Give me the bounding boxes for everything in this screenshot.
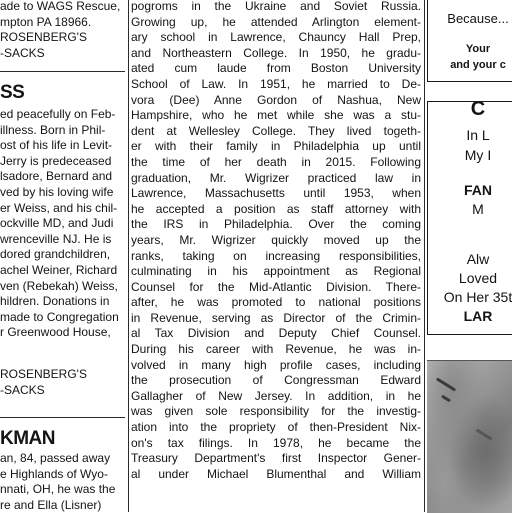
article-line: Treasury Department's first Inspector Gener- bbox=[131, 451, 421, 466]
obit-line: ockville MD, and Judi bbox=[0, 216, 114, 231]
photo-detail bbox=[441, 395, 451, 403]
obituary-body bbox=[0, 107, 125, 341]
memorial-text: Your bbox=[465, 43, 491, 55]
article-line: the IRS in Philadelphia. Over the coming bbox=[131, 217, 421, 232]
obit-line: e Highlands of Wyo- bbox=[0, 466, 108, 481]
article-line: ated cum laude from Boston University bbox=[131, 61, 421, 76]
obit-line: hildren. Donations in bbox=[0, 294, 110, 309]
article-line: on's tax filings. In 1978, he became the bbox=[131, 435, 421, 450]
left-column bbox=[0, 0, 125, 512]
article-line: the prosecution of Congressman Edward bbox=[131, 373, 421, 388]
article-line: ranks, taking on increasing responsibilities, bbox=[131, 248, 421, 263]
obit-line: er Weiss, and his chil- bbox=[0, 200, 118, 215]
obit-line: r Greenwood House, bbox=[0, 325, 111, 340]
article-line: vora (Dee) Anne Gordon of Nashua, New bbox=[131, 92, 421, 107]
memorial-photo bbox=[427, 360, 512, 513]
obit-line: nnati, OH, he was the bbox=[0, 482, 116, 497]
middle-column bbox=[131, 0, 421, 512]
column-rule bbox=[128, 0, 129, 512]
obituary-top-block bbox=[0, 0, 125, 61]
obit-line: dored grandchildren, bbox=[0, 247, 111, 262]
obit-line: ROSENBERG'S bbox=[0, 367, 87, 381]
article-line: During his career with Revenue, he was in- bbox=[131, 342, 421, 357]
article-line: years, Mr. Wigrizer quickly moved up the bbox=[131, 232, 421, 247]
memorial-text: My I bbox=[464, 147, 492, 163]
article-line: er with their family in Philadelphia up until bbox=[131, 139, 421, 154]
obit-line: -SACKS bbox=[0, 382, 45, 397]
obit-line: ed peacefully on Feb- bbox=[0, 107, 116, 121]
article-line: he accepted a position as staff attorney with bbox=[131, 201, 421, 216]
obit-line: ven (Rebekah) Weiss, bbox=[0, 278, 118, 293]
article-line: Growing up, he attended Arlington element- bbox=[131, 14, 421, 29]
article-line: volved in many high profile cases, including bbox=[131, 357, 421, 372]
memorial-name: FAN bbox=[464, 182, 492, 198]
obit-line: Jerry is predeceased bbox=[0, 153, 112, 168]
memorial-text: and your c bbox=[450, 59, 506, 71]
article-line: culminating in his appointment as Regional bbox=[131, 264, 421, 279]
memorial-notice-box bbox=[427, 101, 512, 335]
article-line: pogroms in the Ukraine and Soviet Russia. bbox=[131, 0, 421, 13]
obit-line: re and Ella (Lisner) bbox=[0, 497, 102, 512]
obituary-body bbox=[0, 451, 125, 512]
section-divider bbox=[0, 71, 125, 72]
memorial-text: Alw bbox=[466, 251, 490, 267]
article-line: al Tax Division and Deputy Chief Counsel. bbox=[131, 326, 421, 341]
memorial-title: C bbox=[470, 101, 486, 120]
obit-line: mpton PA 18966. bbox=[0, 14, 92, 29]
article-line: Gallagher of New Jersey. In addition, in he bbox=[131, 388, 421, 403]
obit-line: made to Congregation bbox=[0, 309, 119, 324]
article-line: after, he was promoted to national positions bbox=[131, 295, 421, 310]
obit-line: lsadore, Bernard and bbox=[0, 169, 113, 184]
column-rule bbox=[424, 0, 425, 512]
funeral-home-block bbox=[0, 367, 125, 398]
obituary-heading: SS bbox=[0, 82, 25, 103]
memorial-text: Because... bbox=[447, 11, 509, 26]
memorial-text: In L bbox=[466, 127, 490, 143]
article-line: Lawrence, Massachusetts until 1953, when bbox=[131, 186, 421, 201]
photo-detail bbox=[436, 377, 456, 391]
photo-detail bbox=[476, 428, 493, 440]
obit-line: -SACKS bbox=[0, 45, 45, 60]
article-line: School of Law. In 1951, he married to De- bbox=[131, 76, 421, 91]
obit-line: achel Weiner, Richard bbox=[0, 262, 118, 277]
article-line: was given sole responsibility for the investig- bbox=[131, 404, 421, 419]
obit-line: wrenceville NJ. He is bbox=[0, 231, 112, 246]
memorial-text: Loved bbox=[458, 270, 498, 286]
article-line: Counsel for the Mid-Atlantic Division. There- bbox=[131, 279, 421, 294]
obit-line: an, 84, passed away bbox=[0, 451, 111, 465]
obituary-article-body bbox=[131, 0, 421, 482]
memorial-text: On Her 35t bbox=[443, 289, 512, 305]
article-line: ation into the propriety of then-President Nix- bbox=[131, 420, 421, 435]
article-line: Hampshire, who he met while she was a stu- bbox=[131, 108, 421, 123]
section-divider bbox=[0, 417, 125, 418]
article-line: in Revenue, serving as Director of the Crimin- bbox=[131, 310, 421, 325]
obit-line: illness. Born in Phil- bbox=[0, 122, 106, 137]
article-line: graduation, Mr. Wigrizer practiced law in bbox=[131, 170, 421, 185]
memorial-text: M bbox=[472, 201, 484, 217]
article-line: al under Michael Blumenthal and William bbox=[131, 466, 421, 481]
obituary-heading: KMAN bbox=[0, 428, 55, 449]
obit-line: ved by his loving wife bbox=[0, 184, 114, 199]
obit-line: ade to WAGS Rescue, bbox=[0, 0, 121, 13]
article-line: ary school in Lawrence, Chauncy Hall Prep, bbox=[131, 30, 421, 45]
memorial-notice-box bbox=[427, 0, 512, 82]
article-line: dent at Wellesley College. They lived togeth- bbox=[131, 123, 421, 138]
obit-line: ost of his life in Levit- bbox=[0, 138, 113, 153]
article-line: the time of her death in 2015. Following bbox=[131, 154, 421, 169]
memorial-name: LAR bbox=[463, 308, 493, 324]
article-line: and Northeastern College. In 1950, he gradu- bbox=[131, 45, 421, 60]
obit-line: ROSENBERG'S bbox=[0, 30, 87, 45]
